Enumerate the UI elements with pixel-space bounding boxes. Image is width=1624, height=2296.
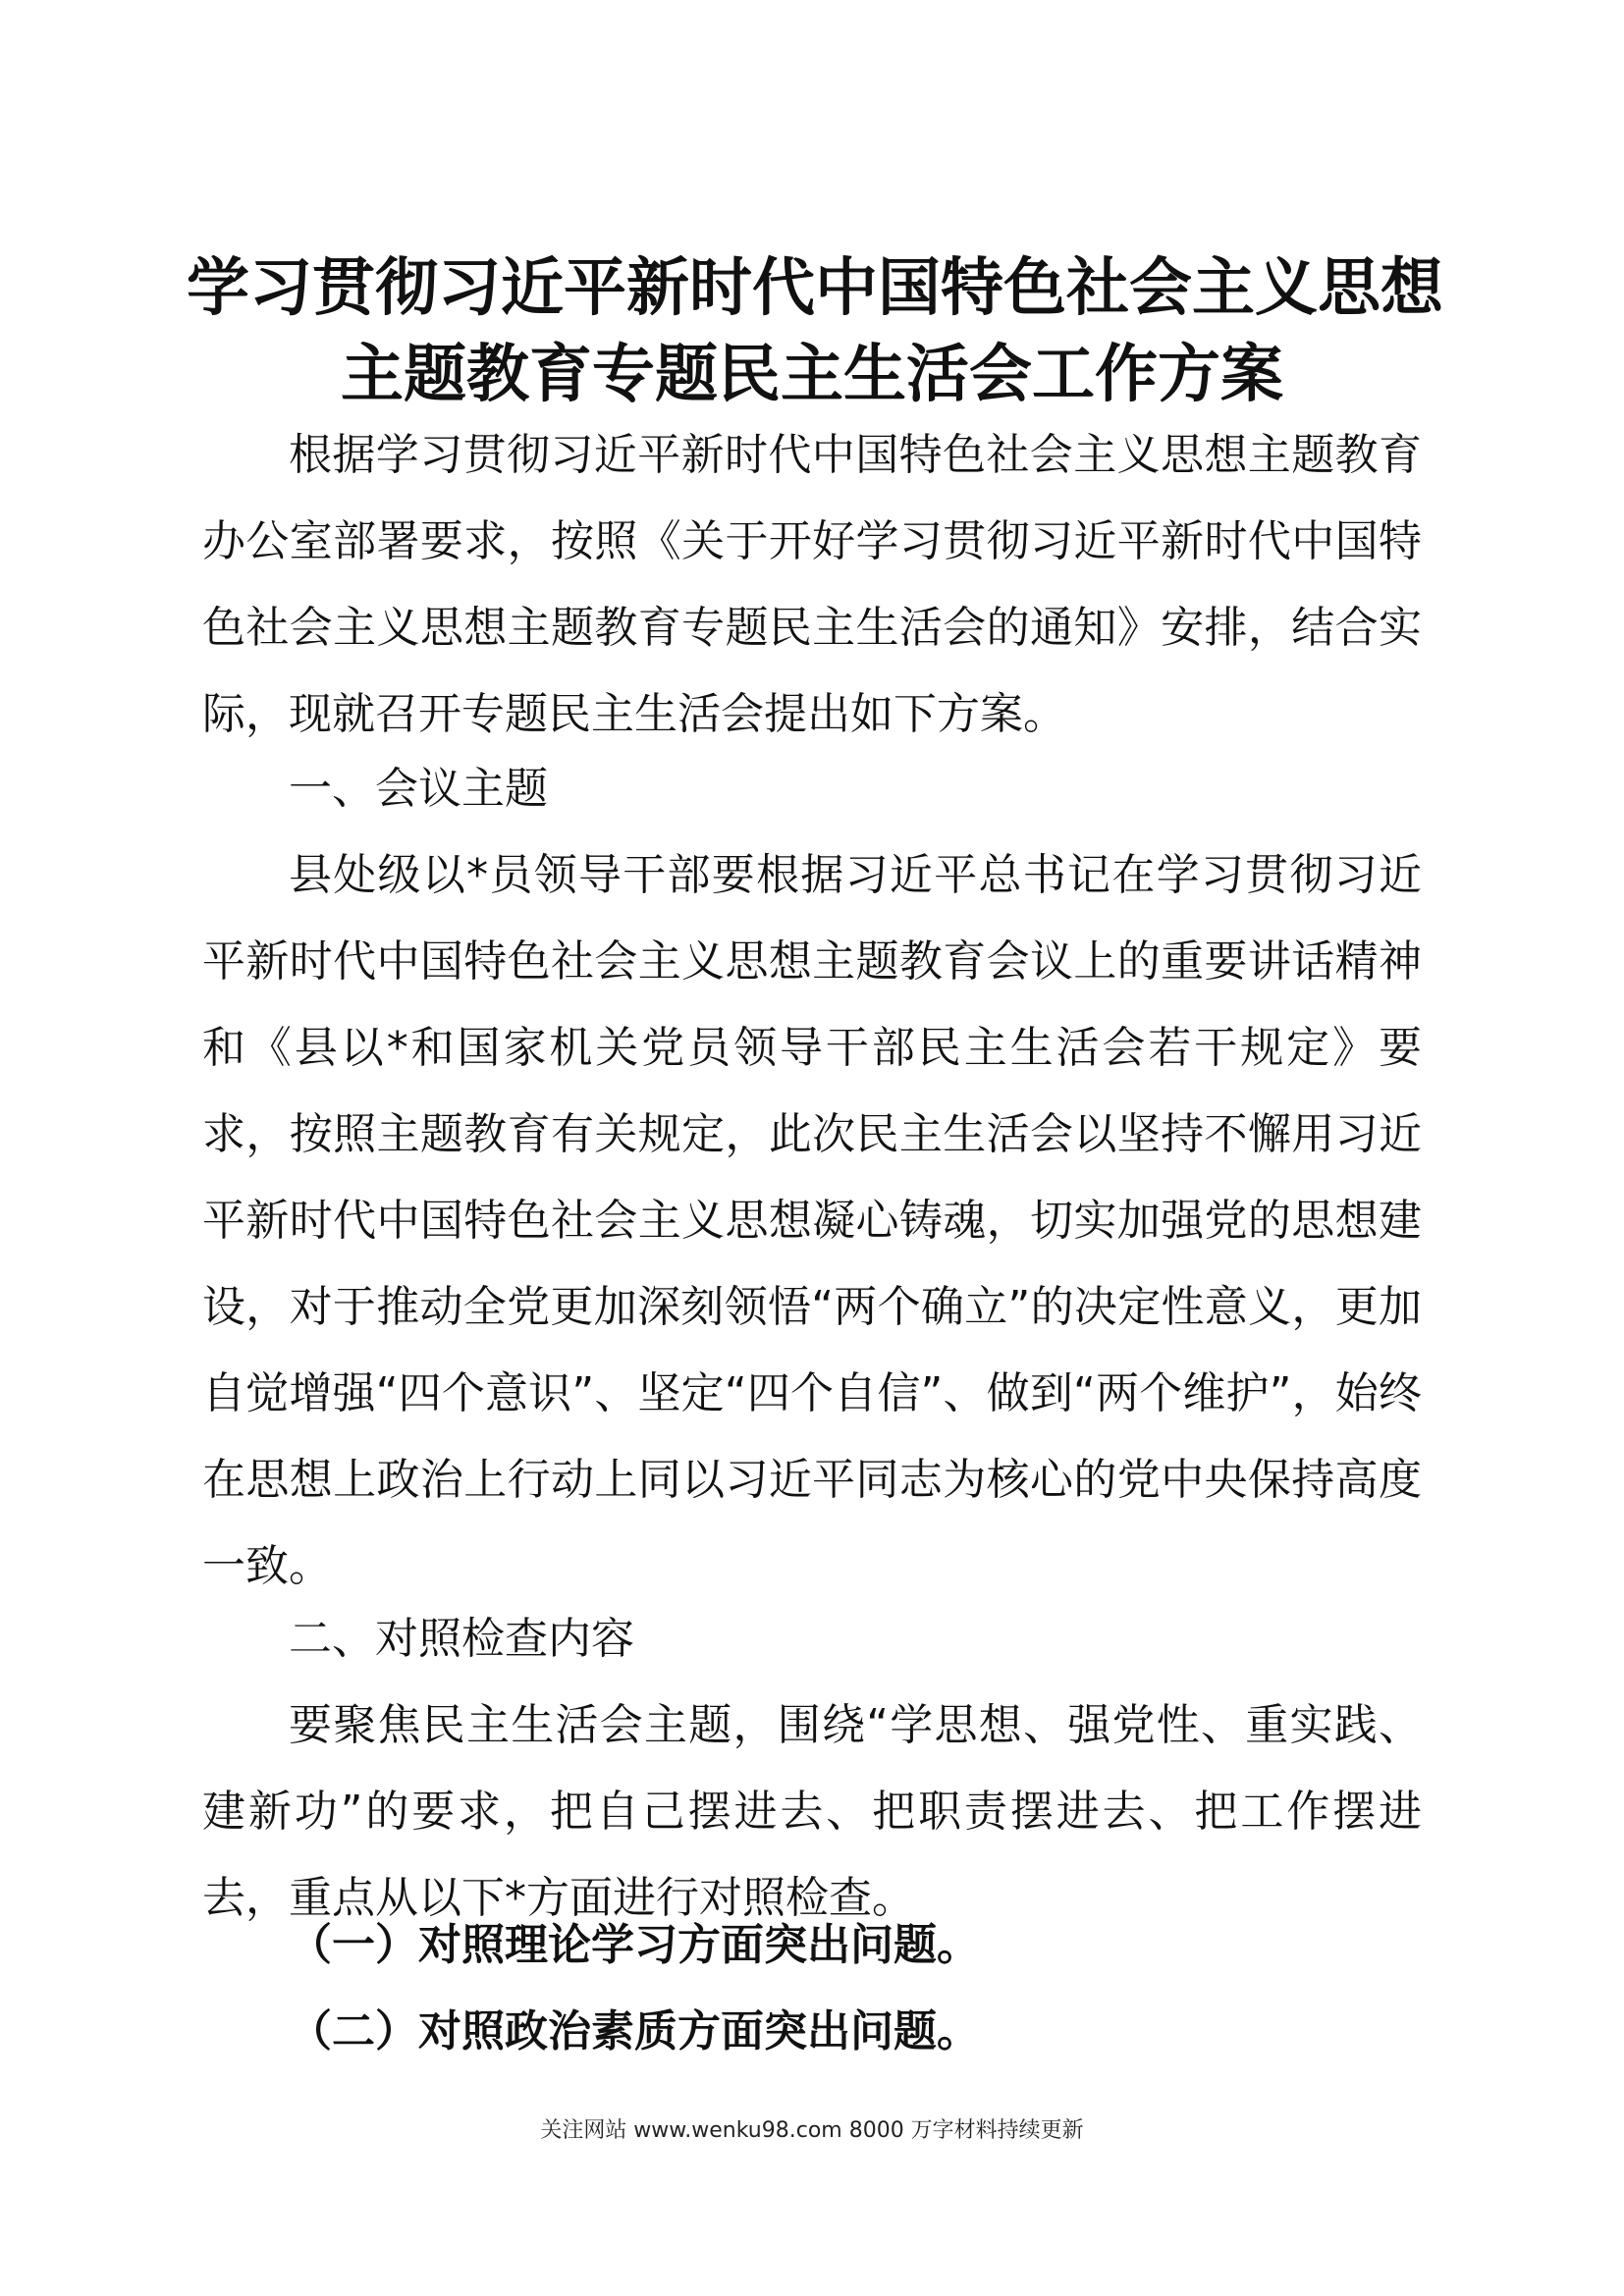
document-title-line2: 主题教育专题民主生活会工作方案 bbox=[341, 339, 1283, 411]
intro-paragraph: 根据学习贯彻习近平新时代中国特色社会主义思想主题教育办公室部署要求，按照《关于开好学习贯彻习近平新时代中国特色社会主义思想主题教育专题民主生活会的通知》安排，结合实际，现就召开专题民主生活会提出如下方案。 bbox=[202, 430, 1422, 739]
footer-watermark: 关注网站 www.wenku98.com 8000 万字材料持续更新 bbox=[540, 2118, 1084, 2143]
section1-paragraph: 县处级以*员领导干部要根据习近平总书记在学习贯彻习近平新时代中国特色社会主义思想主题教育会议上的重要讲话精神和《县以*和国家机关党员领导干部民主生活会若干规定》要求，按照主题教育有关规定，此次民主生活会以坚持不懈用习近平新时代中国特色社会主义思想凝心铸魂，切实加强党的思想建设，对于推动全党更加深刻领悟“两个确立”的决定性意义，更加自觉增强“四个意识”、坚定“四个自信”、做到“两个维护”，始终在思想上政治上行动上同以习近平同志为核心的党中央保持高度一致。 bbox=[202, 850, 1422, 1591]
subsection1-heading: （一）对照理论学习方面突出问题。 bbox=[289, 1920, 980, 1970]
section2-heading: 二、对照检查内容 bbox=[289, 1614, 634, 1664]
subsection2-heading: （二）对照政治素质方面突出问题。 bbox=[289, 2006, 980, 2056]
section1-heading: 一、会议主题 bbox=[289, 764, 548, 814]
section2-paragraph: 要聚焦民主生活会主题，围绕“学思想、强党性、重实践、建新功”的要求，把自己摆进去、把职责摆进去、把工作摆进去，重点从以下*方面进行对照检查。 bbox=[202, 1700, 1422, 1923]
document-title-line1: 学习贯彻习近平新时代中国特色社会主义思想 bbox=[187, 252, 1443, 325]
